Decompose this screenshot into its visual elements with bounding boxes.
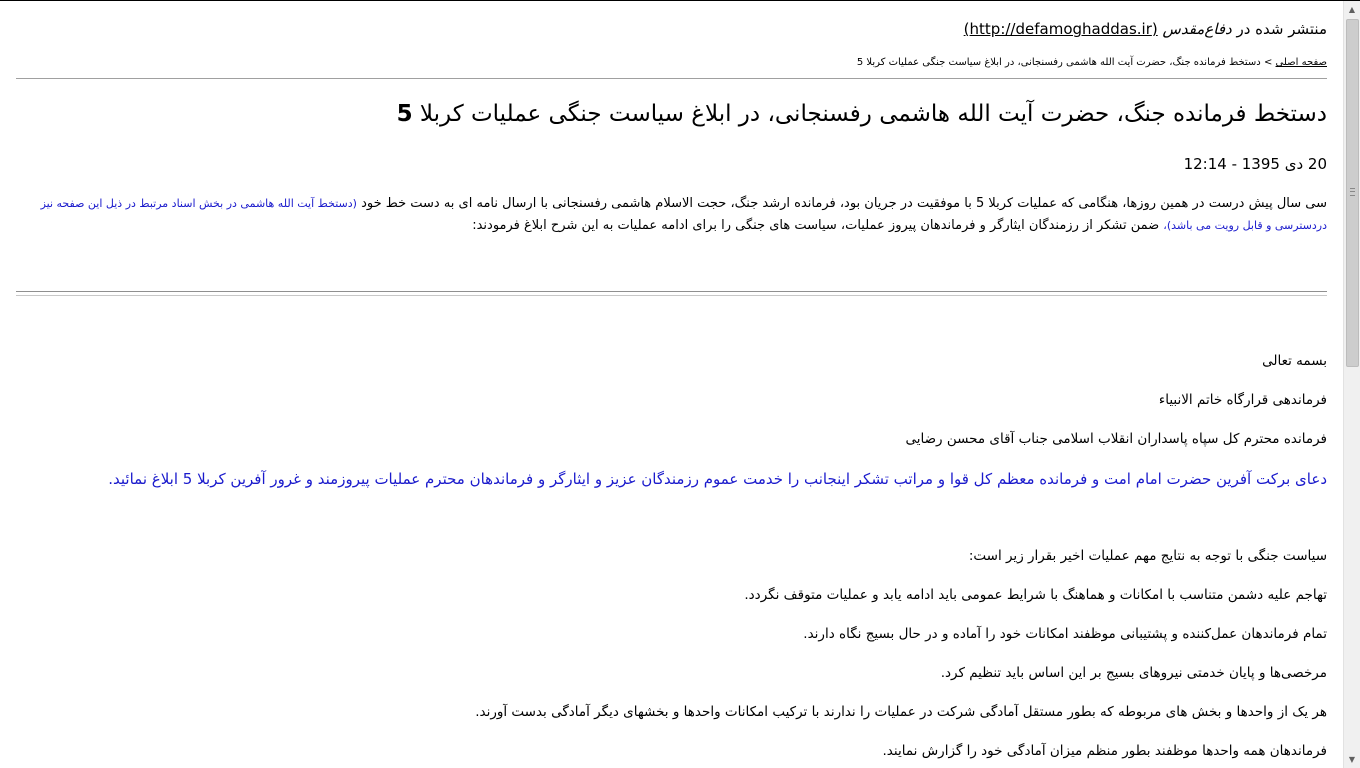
page-title: [397, 101, 1327, 127]
breadcrumb: [857, 57, 1327, 68]
vertical-scrollbar[interactable]: [1343, 1, 1360, 768]
grip-icon: [1350, 188, 1355, 196]
intro-text: سی سال پیش درست در همین روزها، هنگامی که عملیات کربلا 5 با موفقیت در جریان بود، فرمانده ارشد جنگ، حجت الاسلام هاشمی رفسنجانی با ارسال نامه ای به دست خط خود: [361, 196, 1327, 211]
intro-note: (دستخط آیت الله هاشمی در بخش اسناد مرتبط در ذیل این صفحه نیز دردسترسی و قابل رویت می باشد)،: [40, 197, 1327, 232]
breadcrumb-current: دستخط فرمانده جنگ، حضرت آیت الله هاشمی رفسنجانی، در ابلاغ سیاست جنگی عملیات کربلا 5: [856, 57, 1261, 68]
published-prefix: منتشر شده در: [1236, 20, 1327, 38]
print-page: [16, 0, 1327, 768]
policy-item-2: تمام فرماندهان عمل‌کننده و پشتیبانی موظفند امکانات خود را آماده و در حال بسیج نگاه دارند.: [803, 626, 1327, 642]
page-title-text: دستخط فرمانده جنگ، حضرت آیت الله هاشمی رفسنجانی، در ابلاغ سیاست جنگی عملیات کربلا: [419, 101, 1327, 127]
site-url-link[interactable]: (http://defamoghaddas.ir): [963, 20, 1158, 38]
policy-item-1: تهاجم علیه دشمن متناسب با امکانات و هماهنگ با شرایط عمومی باید ادامه یابد و عملیات متوقف نگردد.: [744, 587, 1327, 603]
letter-addressee-1: فرماندهی قرارگاه خاتم الانبیاء: [1158, 392, 1327, 408]
policy-item-4: هر یک از واحدها و بخش های مربوطه که بطور مستقل آمادگی شرکت در عملیات را ندارند با ترکیب امکانات واحدها و بخشهای دیگر آمادگی بدست آورند.: [475, 704, 1327, 720]
letter-addressee-2: فرمانده محترم کل سپاه پاسداران انقلاب اسلامی جناب آقای محسن رضایی: [905, 431, 1327, 447]
policy-item-5: فرماندهان همه واحدها موظفند بطور منظم میزان آمادگی خود را گزارش نمایند.: [882, 743, 1327, 759]
breadcrumb-home-link[interactable]: صفحه اصلی: [1275, 57, 1327, 68]
arrow-down-icon[interactable]: ▼: [1348, 755, 1356, 764]
scrollbar-thumb[interactable]: [1346, 19, 1359, 367]
site-name: دفاع‌مقدس: [1162, 20, 1232, 38]
policy-item-3: مرخصی‌ها و پایان خدمتی نیروهای بسیج بر این اساس باید تنظیم کرد.: [940, 665, 1327, 681]
policy-intro: سیاست جنگی با توجه به نتایج مهم عملیات اخیر بقرار زیر است:: [968, 548, 1327, 564]
publish-date: 20 دی 1395 - 12:14: [1183, 155, 1327, 173]
breadcrumb-separator: >: [1263, 57, 1273, 68]
published-in: [964, 20, 1327, 38]
letter-salutation: بسمه تعالی: [1262, 353, 1327, 369]
page-title-number: 5: [396, 101, 413, 127]
header-divider: [16, 78, 1327, 79]
intro-paragraph: [16, 193, 1327, 237]
content-divider: [16, 291, 1327, 296]
arrow-up-icon[interactable]: ▲: [1348, 5, 1356, 14]
intro-end: ضمن تشکر از رزمندگان ایثارگر و فرماندهان پیروز عملیات، سیاست های جنگی را برای ادامه عملیات به این شرح ابلاغ فرمودند:: [472, 218, 1160, 233]
letter-prayer: دعای برکت آفرین حضرت امام امت و فرمانده معظم کل قوا و مراتب تشکر اینجانب را خدمت عموم رزمندگان عزیز و ایثارگر و فرماندهان محترم عملیات پیروزمند و غرور آفرین کربلا 5 ابلاغ نمائید.: [108, 470, 1327, 488]
